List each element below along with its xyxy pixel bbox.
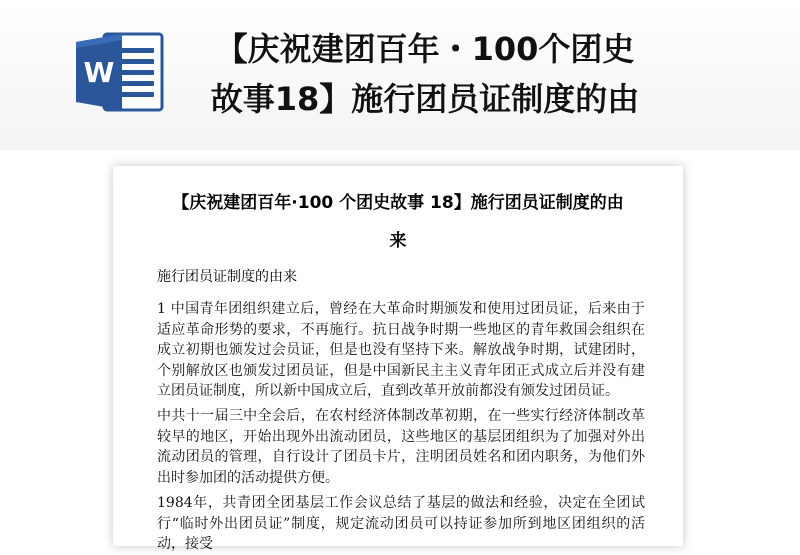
document-title-line-1: 【庆祝建团百年·100 个团史故事 18】施行团员证制度的由 <box>172 193 624 213</box>
document-page <box>113 166 683 552</box>
paragraph: 中共十一届三中全会后，在农村经济体制改革初期，在一些实行经济体制改革较早的地区，开始出现外出流动团员，这些地区的基层团组织为了加强对外出流动团员的管理，自行设计了团员卡片，注明团员姓名和团内职务，为他们外出时参加团的活动提供方便。 <box>157 408 645 486</box>
svg-text:W: W <box>83 56 115 89</box>
document-title <box>153 184 643 260</box>
paragraph: 1984年，共青团全团基层工作会议总结了基层的做法和经验，决定在全团试行“临时外出团员证”制度，规定流动团员可以持证参加所到地区团组织的活动，接受 <box>157 495 645 552</box>
section-heading: 施行团员证制度的由来 <box>157 269 297 285</box>
banner-title <box>185 24 665 124</box>
word-document-icon <box>74 28 166 116</box>
document-title-line-2: 来 <box>389 231 407 251</box>
paragraph: 1 中国青年团组织建立后，曾经在大革命时期颁发和使用过团员证，后来由于适应革命形势的要求，不再施行。抗日战争时期一些地区的青年救国会组织在成立初期也颁发过会员证，但是也没有坚持下来。解放战争时期，试建团时，个别解放区也颁发过团员证，但是中国新民主主义青年团正式成立后并没有建立团员证制度，所以新中国成立后，直到改革开放前都没有颁发过团员证。 <box>157 301 645 399</box>
banner <box>0 0 800 150</box>
banner-title-line-2: 故事18】施行团员证制度的由 <box>210 80 640 118</box>
banner-title-line-1: 【庆祝建团百年・100个团史 <box>215 30 635 68</box>
